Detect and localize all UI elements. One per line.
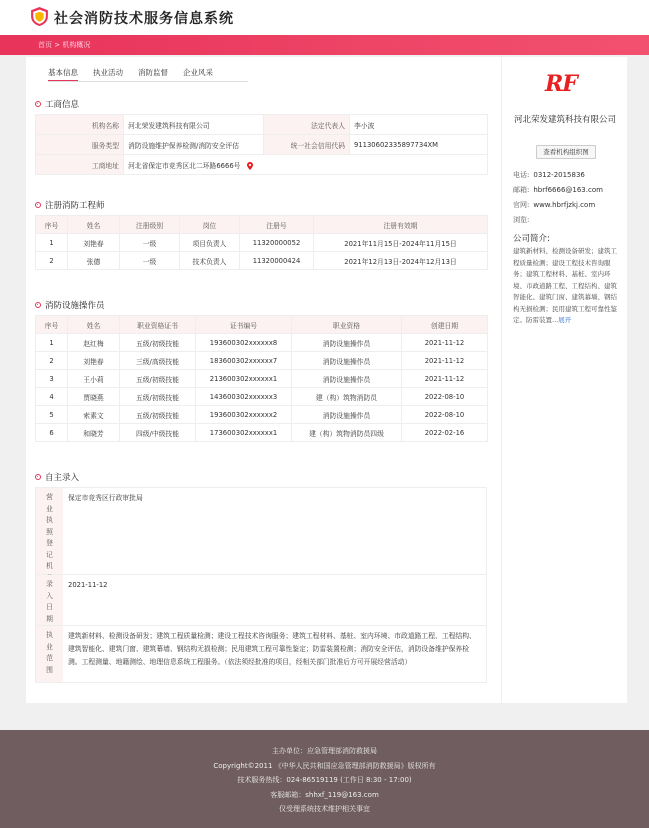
email-label: 邮箱: bbox=[513, 186, 530, 194]
table-cell: 张德 bbox=[68, 252, 120, 270]
column-header: 序号 bbox=[36, 316, 68, 334]
column-header: 职业资格 bbox=[292, 316, 402, 334]
table-cell: 193600302xxxxxx8 bbox=[196, 334, 292, 352]
table-row bbox=[36, 252, 488, 270]
table-cell: 王小莉 bbox=[68, 370, 120, 388]
table-cell: 213600302xxxxxx1 bbox=[196, 370, 292, 388]
intro-text: 建筑新材料、检测设备研发；建筑工程质量检测；建设工程技术咨询服务；建筑工程材料、基桩、室内环境、市政道路工程、工程结构、建筑智能化、建筑门窗、建筑幕墙、钢结构无损检测；民用建筑工程可靠性鉴定。防雷装置... bbox=[513, 247, 617, 324]
service-type-label: 服务类型 bbox=[36, 135, 124, 155]
intro-title: 公司简介: bbox=[513, 234, 550, 244]
table-cell: 和晓芳 bbox=[68, 424, 120, 442]
table-cell: 项目负责人 bbox=[180, 234, 240, 252]
table-cell: 刘艳春 bbox=[68, 352, 120, 370]
table-row bbox=[36, 388, 488, 406]
table-cell: 183600302xxxxxx7 bbox=[196, 352, 292, 370]
column-header: 岗位 bbox=[180, 216, 240, 234]
service-type-value: 消防设施维护保养检测/消防安全评估 bbox=[124, 135, 264, 155]
table-cell: 消防设施操作员 bbox=[292, 334, 402, 352]
footer-note: 仅受理系统技术维护相关事宜 bbox=[279, 805, 370, 813]
email-row bbox=[513, 185, 603, 195]
column-header: 创建日期 bbox=[402, 316, 488, 334]
table-cell: 一级 bbox=[120, 234, 180, 252]
table-cell: 五级/初级技能 bbox=[120, 406, 196, 424]
table-cell: 173600302xxxxxx1 bbox=[196, 424, 292, 442]
company-logo: RF bbox=[545, 71, 577, 97]
table-cell: 143600302xxxxxx3 bbox=[196, 388, 292, 406]
table-cell: 五级/初级技能 bbox=[120, 334, 196, 352]
tab-divider bbox=[48, 81, 248, 82]
table-cell: 1 bbox=[36, 334, 68, 352]
footer-copyright: Copyright©2011 《中华人民共和国应急管理部消防救援局》版权所有 bbox=[213, 761, 436, 770]
credit-code-label: 统一社会信用代码 bbox=[264, 135, 350, 155]
address-value: 河北省保定市竞秀区北二环路6666号 bbox=[128, 161, 241, 170]
table-cell: 11320000052 bbox=[240, 234, 314, 252]
table-cell: 2021年12月13日-2024年12月13日 bbox=[314, 252, 488, 270]
business-section-title bbox=[35, 98, 79, 110]
tab-practice-activities[interactable]: 执业活动 bbox=[93, 68, 123, 77]
table-cell: 刘艳春 bbox=[68, 234, 120, 252]
column-header: 姓名 bbox=[68, 216, 120, 234]
address-label: 工商地址 bbox=[36, 155, 124, 175]
table-header-row bbox=[36, 316, 488, 334]
column-header: 证书编号 bbox=[196, 316, 292, 334]
table-cell: 五级/初级技能 bbox=[120, 370, 196, 388]
tab-company-style[interactable]: 企业风采 bbox=[183, 68, 213, 77]
table-cell: 2021-11-12 bbox=[402, 334, 488, 352]
engineers-table bbox=[35, 215, 488, 270]
site-footer bbox=[0, 730, 649, 828]
breadcrumb bbox=[38, 40, 90, 50]
breadcrumb-home-link[interactable]: 首页 bbox=[38, 41, 52, 49]
table-cell: 建（构）筑物消防员 bbox=[292, 388, 402, 406]
column-header: 注册号 bbox=[240, 216, 314, 234]
org-name-label: 机构名称 bbox=[36, 115, 124, 135]
column-header: 注册级别 bbox=[120, 216, 180, 234]
company-intro bbox=[513, 246, 621, 327]
license-org-label: 营业执照登记机 bbox=[36, 488, 63, 574]
table-cell: 2 bbox=[36, 252, 68, 270]
operators-table bbox=[35, 315, 488, 442]
section-dot-icon bbox=[35, 302, 41, 308]
column-header: 注册有效期 bbox=[314, 216, 488, 234]
credit-code-value: 91130602335897734XM bbox=[350, 135, 488, 155]
table-cell: 三级/高级技能 bbox=[120, 352, 196, 370]
table-cell: 五级/初级技能 bbox=[120, 388, 196, 406]
table-cell: 消防设施操作员 bbox=[292, 370, 402, 388]
legal-rep-value: 李小波 bbox=[350, 115, 488, 135]
table-cell: 技术负责人 bbox=[180, 252, 240, 270]
site-header bbox=[0, 0, 649, 35]
section-dot-icon bbox=[35, 474, 41, 480]
section-title-text: 工商信息 bbox=[45, 100, 80, 110]
table-cell: 2 bbox=[36, 352, 68, 370]
table-cell: 1 bbox=[36, 234, 68, 252]
site-title: 社会消防技术服务信息系统 bbox=[54, 11, 234, 27]
tab-basic-info[interactable]: 基本信息 bbox=[48, 67, 78, 81]
engineers-section-title bbox=[35, 199, 105, 211]
address-cell bbox=[124, 155, 488, 175]
table-cell: 11320000424 bbox=[240, 252, 314, 270]
table-cell: 3 bbox=[36, 370, 68, 388]
company-sidebar bbox=[501, 57, 627, 703]
phone-label: 电话: bbox=[513, 171, 530, 179]
views-label: 浏览: bbox=[513, 216, 530, 224]
self-entry-row bbox=[35, 487, 487, 575]
section-dot-icon bbox=[35, 202, 41, 208]
org-name-value: 河北荣发建筑科技有限公司 bbox=[124, 115, 264, 135]
footer-sponsor: 主办单位：应急管理部消防救援局 bbox=[272, 747, 377, 755]
table-cell: 一级 bbox=[120, 252, 180, 270]
views-row bbox=[513, 215, 529, 225]
table-cell: 2022-08-10 bbox=[402, 388, 488, 406]
table-row bbox=[36, 234, 488, 252]
table-cell: 赵红梅 bbox=[68, 334, 120, 352]
tab-fire-supervision[interactable]: 消防监督 bbox=[138, 68, 168, 77]
table-cell: 5 bbox=[36, 406, 68, 424]
self-entry-row bbox=[35, 575, 487, 626]
breadcrumb-bar bbox=[0, 35, 649, 55]
self-entry-table bbox=[35, 487, 487, 683]
footer-hotline: 技术服务热线：024-86519119 (工作日 8:30 - 17:00) bbox=[237, 776, 412, 784]
table-cell: 193600302xxxxxx2 bbox=[196, 406, 292, 424]
self-entry-section-title bbox=[35, 471, 79, 483]
self-entry-row bbox=[35, 626, 487, 683]
table-cell: 建（构）筑物消防员四级 bbox=[292, 424, 402, 442]
section-title-text: 消防设施操作员 bbox=[45, 301, 105, 311]
section-dot-icon bbox=[35, 101, 41, 107]
phone-row bbox=[513, 170, 585, 180]
table-cell: 索素文 bbox=[68, 406, 120, 424]
table-row bbox=[36, 370, 488, 388]
table-header-row bbox=[36, 216, 488, 234]
entry-date-value: 2021-11-12 bbox=[68, 581, 108, 589]
license-org-value: 保定市竞秀区行政审批局 bbox=[68, 494, 143, 502]
breadcrumb-separator: > bbox=[54, 41, 61, 49]
website-row bbox=[513, 200, 595, 210]
main-panel bbox=[26, 57, 501, 703]
section-title-text: 注册消防工程师 bbox=[45, 201, 105, 211]
legal-rep-label: 法定代表人 bbox=[264, 115, 350, 135]
map-pin-icon[interactable] bbox=[247, 162, 253, 170]
table-cell: 2021年11月15日-2024年11月15日 bbox=[314, 234, 488, 252]
breadcrumb-current: 机构概况 bbox=[62, 41, 91, 49]
shield-icon bbox=[29, 6, 50, 27]
table-cell: 2022-02-16 bbox=[402, 424, 488, 442]
table-row bbox=[36, 334, 488, 352]
expand-link[interactable]: 展开 bbox=[558, 316, 572, 324]
table-row bbox=[36, 424, 488, 442]
column-header: 姓名 bbox=[68, 316, 120, 334]
phone-value: 0312-2015836 bbox=[533, 171, 585, 179]
email-value: hbrf6666@163.com bbox=[533, 186, 603, 194]
scope-label: 执业范围 bbox=[36, 626, 63, 682]
operators-section-title bbox=[35, 299, 105, 311]
website-label: 官网: bbox=[513, 201, 530, 209]
table-row bbox=[36, 406, 488, 424]
section-title-text: 自主录入 bbox=[45, 473, 80, 483]
table-row bbox=[36, 352, 488, 370]
table-cell: 2021-11-12 bbox=[402, 370, 488, 388]
business-info-table bbox=[35, 114, 488, 175]
table-cell: 6 bbox=[36, 424, 68, 442]
table-cell: 4 bbox=[36, 388, 68, 406]
table-cell: 2022-08-10 bbox=[402, 406, 488, 424]
column-header: 职业资格证书 bbox=[120, 316, 196, 334]
footer-email: 客服邮箱：shhxf_119@163.com bbox=[270, 790, 379, 799]
table-cell: 2021-11-12 bbox=[402, 352, 488, 370]
table-cell: 消防设施操作员 bbox=[292, 352, 402, 370]
entry-date-label: 录入日期 bbox=[36, 575, 63, 625]
view-org-chart-button[interactable]: 查看机构组织图 bbox=[536, 145, 596, 159]
column-header: 序号 bbox=[36, 216, 68, 234]
website-link[interactable]: www.hbrfjzkj.com bbox=[533, 201, 596, 209]
scope-value: 建筑新材料、检测设备研发；建筑工程质量检测；建设工程技术咨询服务；建筑工程材料、基桩、室内环境、市政道路工程、工程结构、建筑智能化、建筑门窗、建筑幕墙、钢结构无损检测；民用建筑工程可靠性鉴定；防雷装置检测；消防安全评估，消防设备维护保养检测。工程测量、地籍测绘、地理信息系统工程服务。（依法须经批准的项目，经相关部门批准后方可开展经营活动） bbox=[68, 632, 476, 666]
tab-bar bbox=[48, 67, 228, 81]
table-cell: 消防设施操作员 bbox=[292, 406, 402, 424]
table-cell: 四级/中级技能 bbox=[120, 424, 196, 442]
company-name: 河北荣发建筑科技有限公司 bbox=[513, 115, 616, 125]
table-cell: 贾晓燕 bbox=[68, 388, 120, 406]
